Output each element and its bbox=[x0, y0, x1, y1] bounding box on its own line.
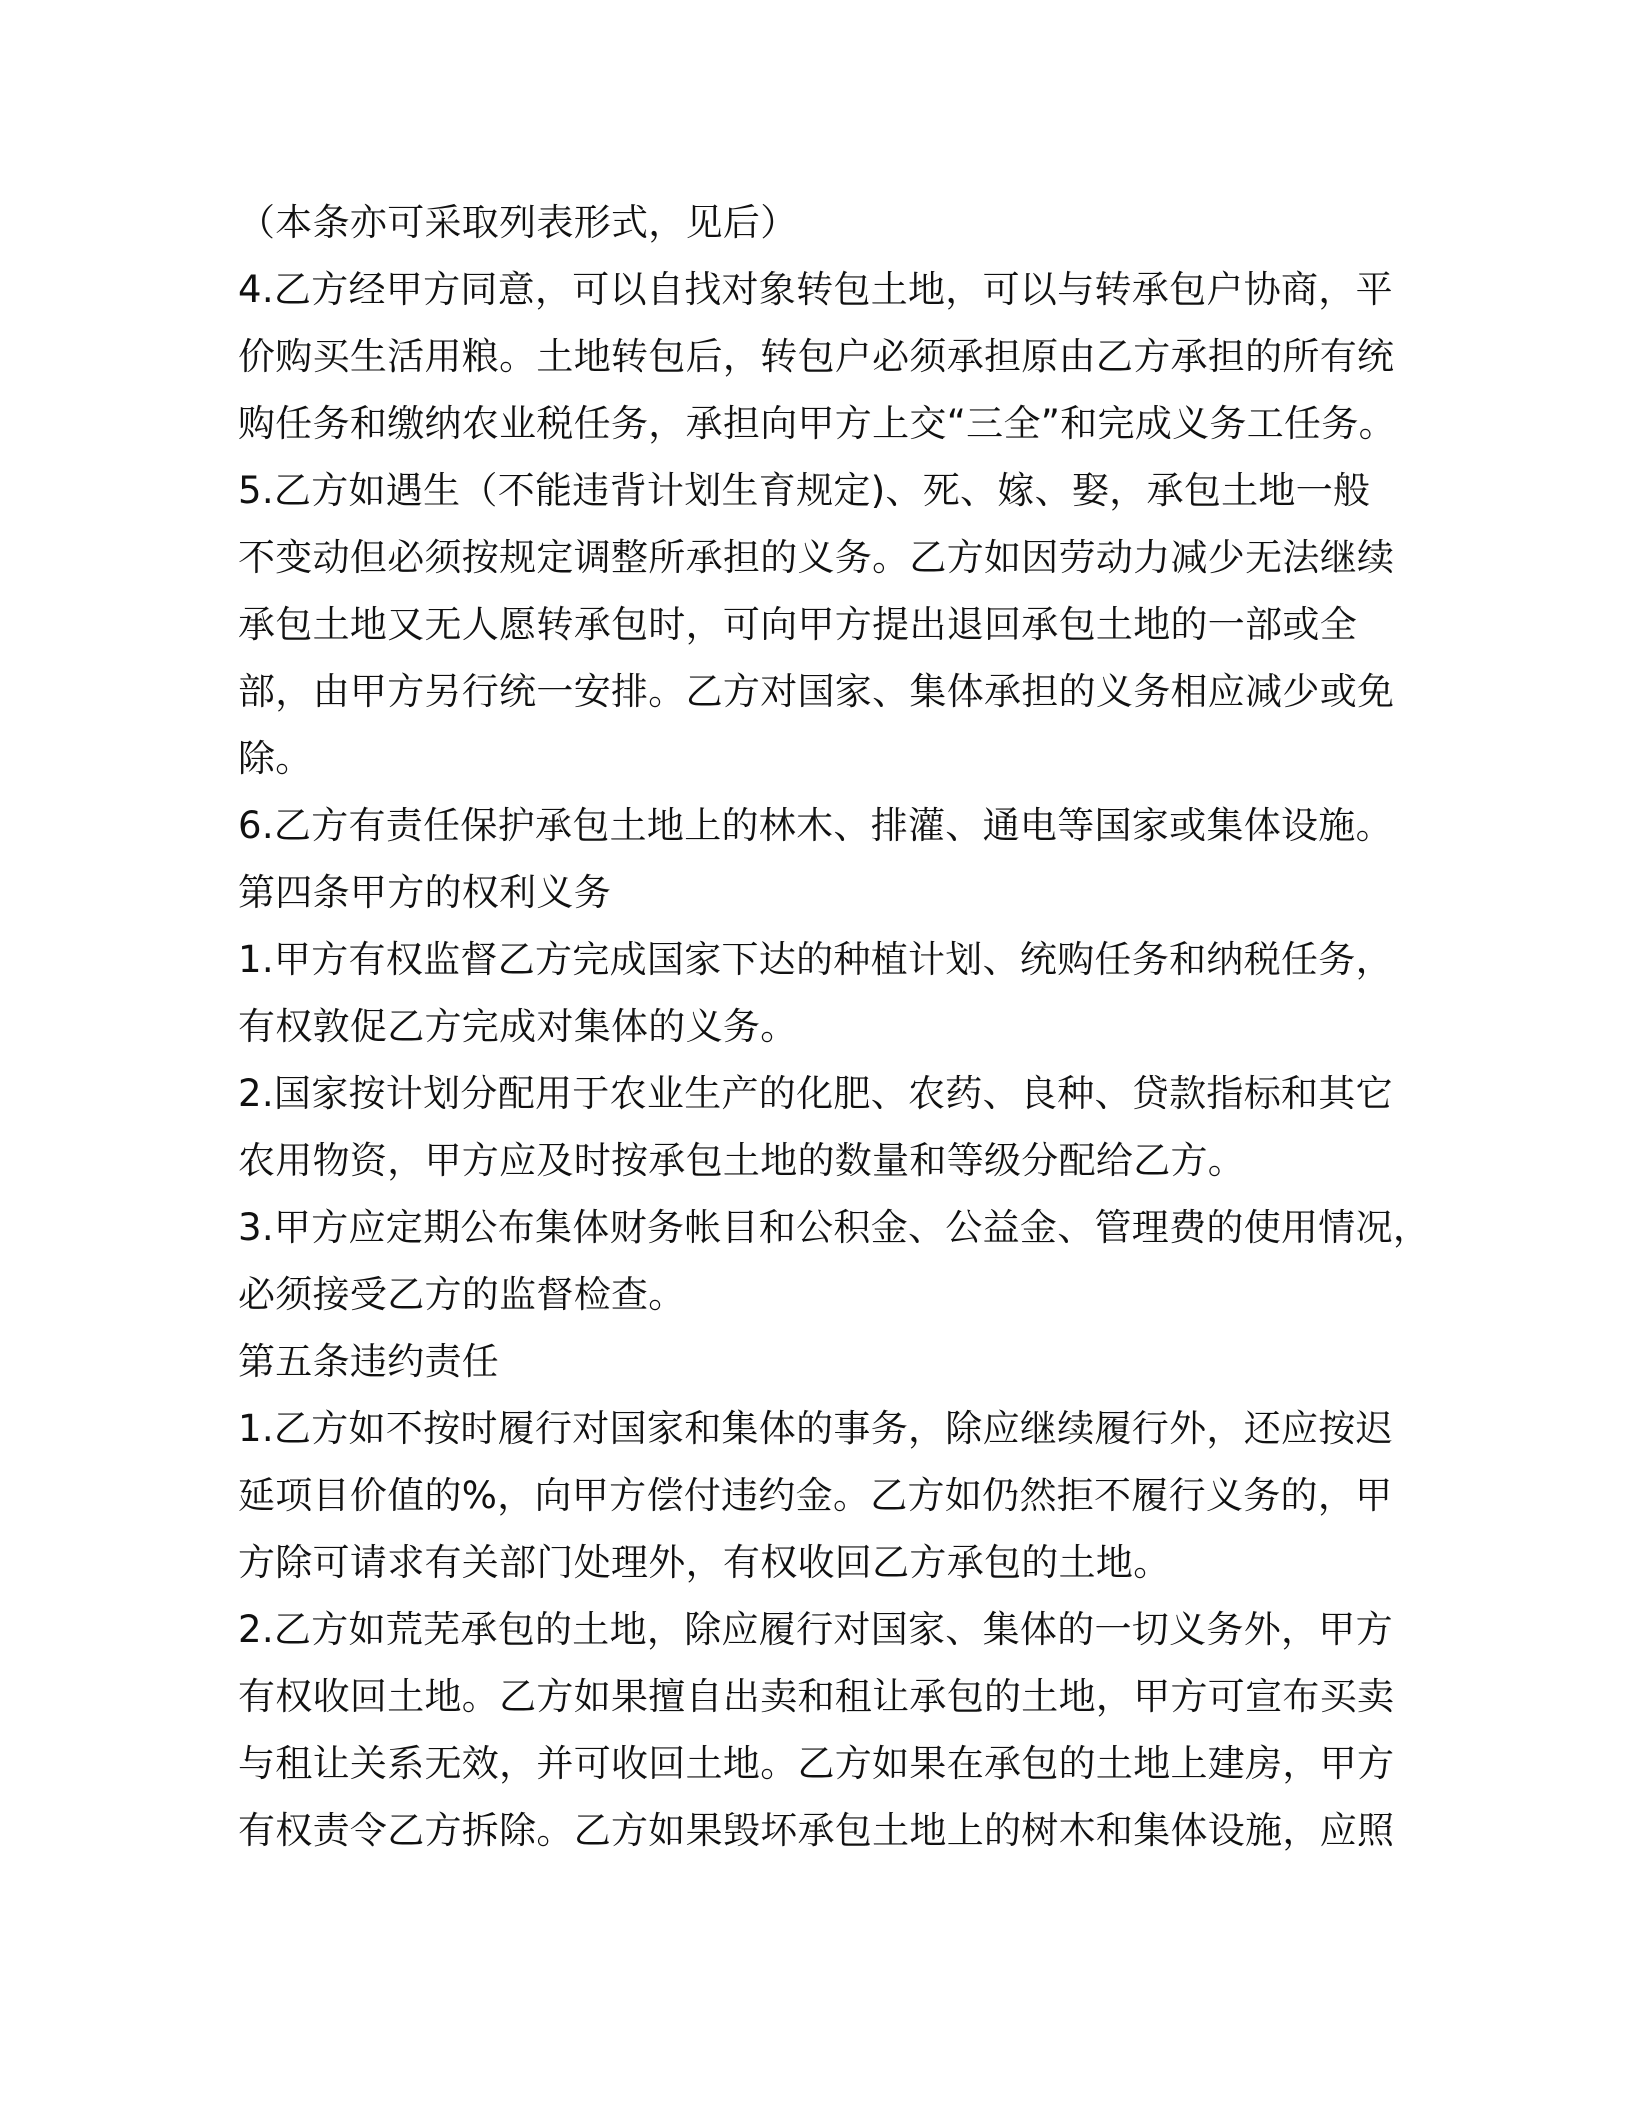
text-line: 1.甲方有权监督乙方完成国家下达的种植计划、统购任务和纳税任务， bbox=[238, 938, 1393, 981]
text-line: 农用物资，甲方应及时按承包土地的数量和等级分配给乙方。 bbox=[238, 1139, 1246, 1182]
text-line: 不变动但必须按规定调整所承担的义务。乙方如因劳动力减少无法继续 bbox=[238, 536, 1395, 579]
text-line: 除。 bbox=[238, 737, 313, 780]
text-line: 6.乙方有责任保护承包土地上的林木、排灌、通电等国家或集体设施。 bbox=[238, 804, 1393, 847]
section-heading: 第四条甲方的权利义务 bbox=[238, 871, 611, 914]
text-line: 方除可请求有关部门处理外，有权收回乙方承包的土地。 bbox=[238, 1541, 1171, 1584]
text-line: 5.乙方如遇生（不能违背计划生育规定)、死、嫁、娶，承包土地一般 bbox=[238, 469, 1371, 512]
text-line: 购任务和缴纳农业税任务，承担向甲方上交“三全”和完成义务工任务。 bbox=[238, 402, 1396, 445]
text-line: 1.乙方如不按时履行对国家和集体的事务，除应继续履行外，还应按迟 bbox=[238, 1407, 1393, 1450]
text-line: 与租让关系无效，并可收回土地。乙方如果在承包的土地上建房，甲方 bbox=[238, 1742, 1395, 1785]
text-line: 4.乙方经甲方同意，可以自找对象转包土地，可以与转承包户协商，平 bbox=[238, 268, 1393, 311]
text-line: 有权敦促乙方完成对集体的义务。 bbox=[238, 1005, 798, 1048]
text-line: 有权收回土地。乙方如果擅自出卖和租让承包的土地，甲方可宣布买卖 bbox=[238, 1675, 1395, 1718]
text-line: 有权责令乙方拆除。乙方如果毁坏承包土地上的树木和集体设施，应照 bbox=[238, 1809, 1395, 1852]
text-line: 2.乙方如荒芜承包的土地，除应履行对国家、集体的一切义务外，甲方 bbox=[238, 1608, 1393, 1651]
text-line: 2.国家按计划分配用于农业生产的化肥、农药、良种、贷款指标和其它 bbox=[238, 1072, 1393, 1115]
contract-text bbox=[238, 189, 1431, 1864]
text-line: 3.甲方应定期公布集体财务帐目和公积金、公益金、管理费的使用情况， bbox=[238, 1206, 1431, 1249]
text-line: 价购买生活用粮。土地转包后，转包户必须承担原由乙方承担的所有统 bbox=[238, 335, 1395, 378]
text-line: 延项目价值的%，向甲方偿付违约金。乙方如仍然拒不履行义务的，甲 bbox=[238, 1474, 1393, 1517]
section-heading: 第五条违约责任 bbox=[238, 1340, 500, 1383]
text-line: 必须接受乙方的监督检查。 bbox=[238, 1273, 686, 1316]
text-line: 承包土地又无人愿转承包时，可向甲方提出退回承包土地的一部或全 bbox=[238, 603, 1357, 646]
text-line: （本条亦可采取列表形式，见后） bbox=[238, 201, 798, 244]
text-line: 部，由甲方另行统一安排。乙方对国家、集体承担的义务相应减少或免 bbox=[238, 670, 1395, 713]
